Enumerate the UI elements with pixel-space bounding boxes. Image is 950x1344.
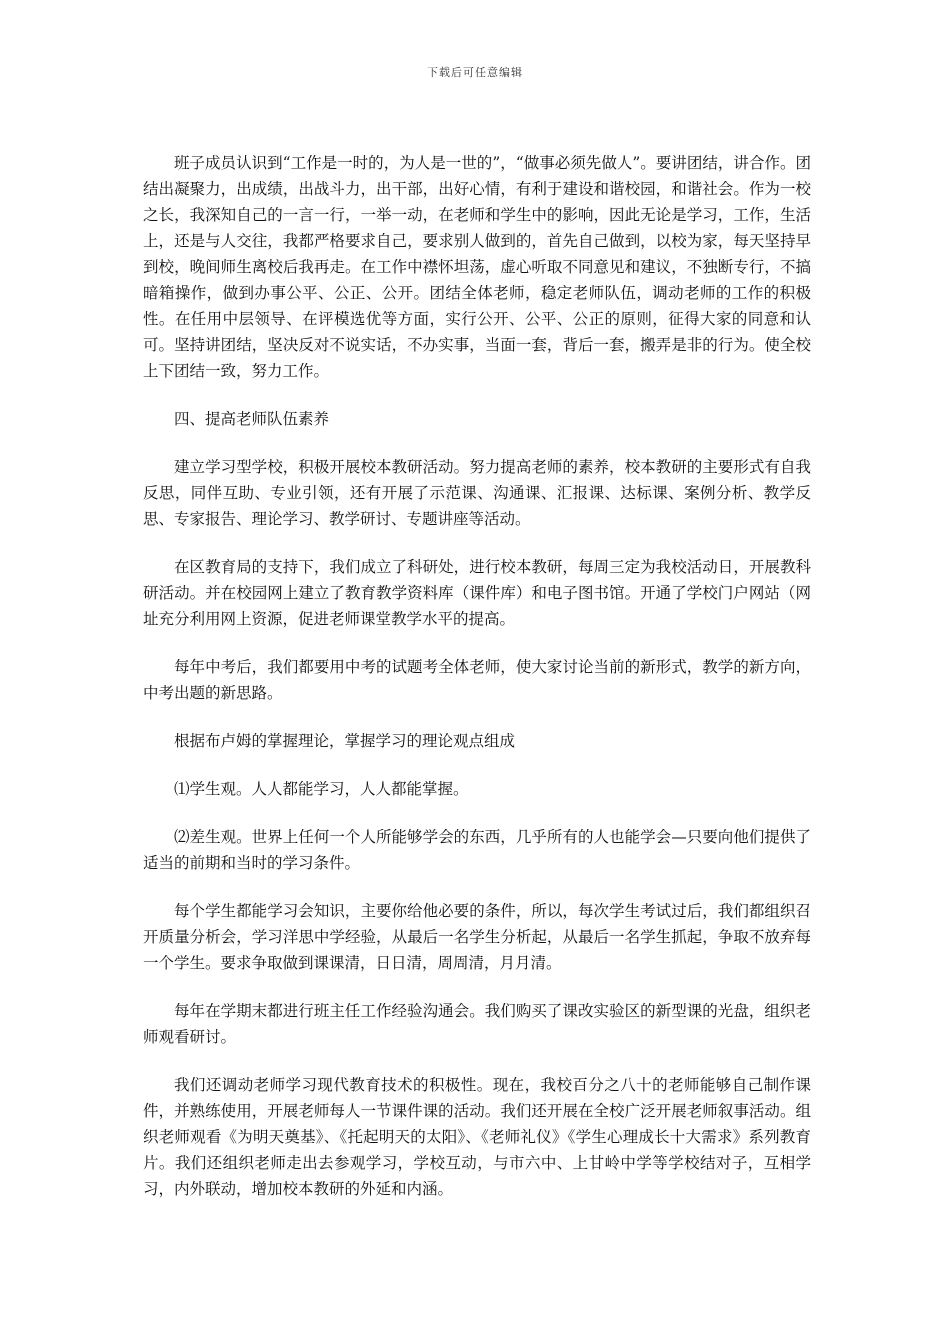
- paragraph-learning-school: 建立学习型学校，积极开展校本教研活动。努力提高老师的素养，校本教研的主要形式有自我反思，同伴互助、专业引领，还有开展了示范课、沟通课、汇报课、达标课、案例分析、教学反思、专家报告、理论学习、教学研讨、专题讲座等活动。: [143, 458, 811, 528]
- paragraph-research-office: 在区教育局的支持下，我们成立了科研处，进行校本教研，每周三定为我校活动日，开展教科研活动。并在校园网上建立了教育教学资料库（课件库）和电子图书馆。开通了学校门户网站（网址充分利用网上资源，促进老师课堂教学水平的提高。: [143, 558, 811, 628]
- paragraph-quality-analysis: 每个学生都能学习会知识，主要你给他必要的条件，所以，每次学生考试过后，我们都组织召开质量分析会，学习洋思中学经验，从最后一名学生分析起，从最后一名学生抓起，争取不放弃每一个学生。要求争取做到课课清，日日清，周周清，月月清。: [143, 902, 811, 972]
- page-header: 下载后可任意编辑: [427, 66, 523, 79]
- paragraph-head-teacher-meeting: 每年在学期末都进行班主任工作经验沟通会。我们购买了课改实验区的新型课的光盘，组织老师观看研讨。: [143, 1002, 811, 1046]
- paragraph-education-technology: 我们还调动老师学习现代教育技术的积极性。现在，我校百分之八十的老师能够自己制作课件，并熟练使用，开展老师每人一节课件课的活动。我们还开展在全校广泛开展老师叙事活动。组织老师观看《为明天奠基》、《托起明天的太阳》、《老师礼仪》《学生心理成长十大需求》系列教育片。我们还组织老师走出去参观学习，学校互动，与市六中、上甘岭中学等学校结对子，互相学习，内外联动，增加校本教研的外延和内涵。: [143, 1076, 811, 1198]
- paragraph-student-view: ⑴学生观。人人都能学习，人人都能掌握。: [174, 780, 469, 798]
- paragraph-exam-review: 每年中考后，我们都要用中考的试题考全体老师，使大家讨论当前的新形式，教学的新方向，中考出题的新思路。: [143, 658, 811, 702]
- paragraph-team-unity: 班子成员认识到“工作是一时的，为人是一世的”，“做事必须先做人”。要讲团结，讲合作。团结出凝聚力，出成绩，出战斗力，出干部，出好心情，有利于建设和谐校园，和谐社会。作为一校之长，我深知自己的一言一行，一举一动，在老师和学生中的影响，因此无论是学习，工作，生活上，还是与人交往，我都严格要求自己，要求别人做到的，首先自己做到，以校为家，每天坚持早到校，晚间师生离校后我再走。在工作中襟怀坦荡，虚心听取不同意见和建议，不独断专行，不搞暗箱操作，做到办事公平、公正、公开。团结全体老师，稳定老师队伍，调动老师的工作的积极性。在任用中层领导、在评模选优等方面，实行公开、公平、公正的原则，征得大家的同意和认可。坚持讲团结，坚决反对不说实话，不办实事，当面一套，背后一套，搬弄是非的行为。使全校上下团结一致，努力工作。: [143, 154, 811, 380]
- section-heading-teacher-quality: 四、提高老师队伍素养: [174, 410, 330, 428]
- paragraph-weak-student-view: ⑵差生观。世界上任何一个人所能够学会的东西，几乎所有的人也能学会—只要向他们提供了适当的前期和当时的学习条件。: [143, 828, 811, 872]
- document-body: [143, 150, 811, 1224]
- paragraph-bloom-theory: 根据布卢姆的掌握理论，掌握学习的理论观点组成: [174, 732, 516, 750]
